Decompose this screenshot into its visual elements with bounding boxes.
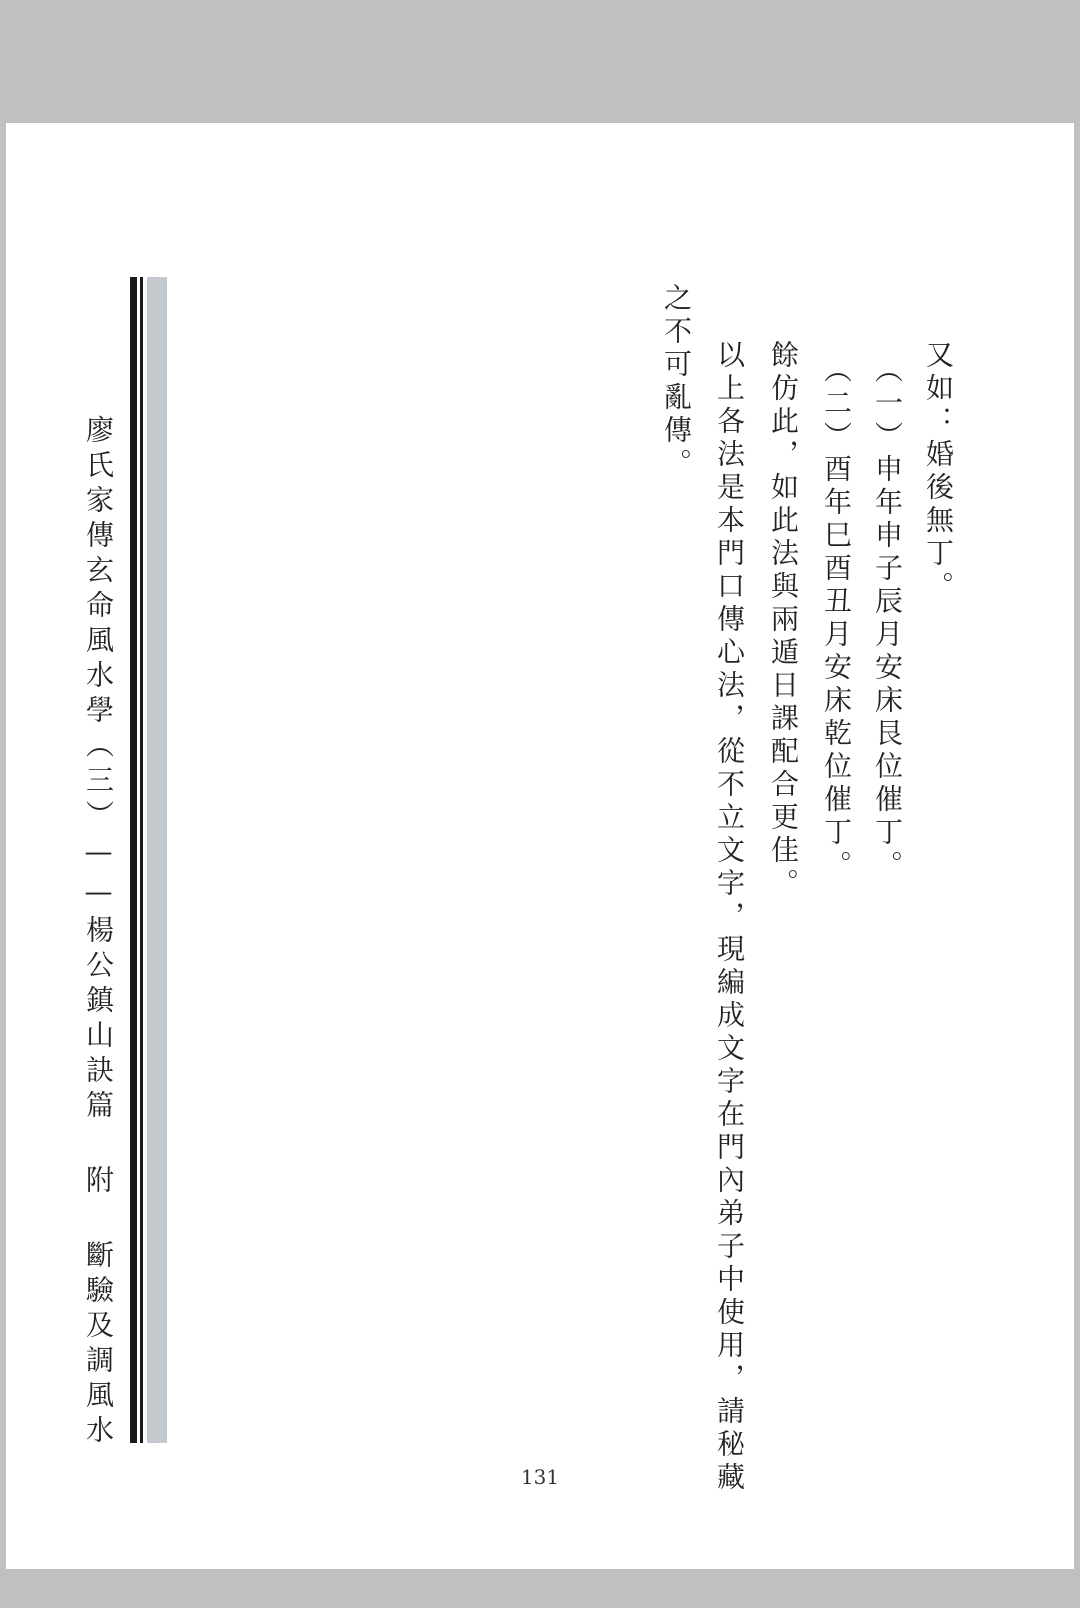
running-header: 廖氏家傳玄命風水學（三）——楊公鎮山訣篇 附 斷驗及調風水 (82, 415, 115, 1450)
text-column-5: 以上各法是本門口傳心法，從不立文字，現編成文字在門內弟子中使用，請秘藏 (713, 340, 746, 1495)
header-rule-thin (140, 277, 143, 1443)
header-rule-grey (147, 277, 167, 1443)
header-rule-thick (130, 277, 137, 1443)
page-number: 131 (520, 1465, 560, 1489)
text-column-1: 又如：婚後無丁。 (922, 340, 955, 604)
text-column-4: 餘仿此，如此法與兩遁日課配合更佳。 (767, 340, 800, 901)
text-column-6: 之不可亂傳。 (660, 283, 693, 481)
text-column-2: （一）申年申子辰月安床艮位催丁。 (871, 355, 904, 883)
text-column-3: （二）酉年巳酉丑月安床乾位催丁。 (820, 355, 853, 883)
